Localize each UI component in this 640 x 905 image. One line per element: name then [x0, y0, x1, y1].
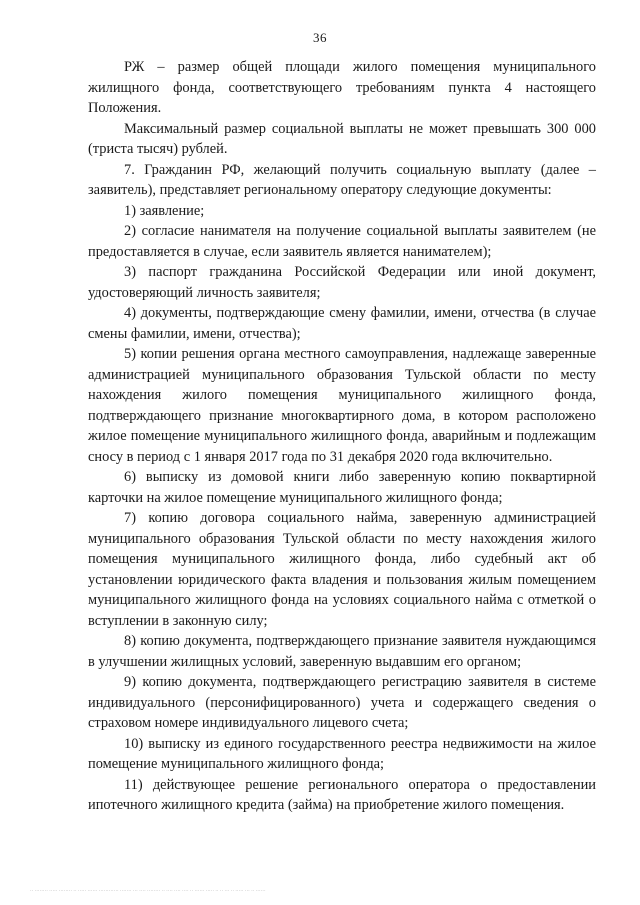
list-item-7: 7) копию договора социального найма, заверенную администрацией муниципального образования Тульской области по месту нахождения жилого помещения муниципального жилищного фонда, либо судебный акт об установлении юридического факта владения и пользования жилым помещением муниципального жилищного фонда на условиях социального найма с отметкой о вступлении в законную силу; — [88, 510, 596, 629]
footer-scan-artifact: ·· ········ ····· ········ ·· ····· ······ ············ ······· ··· ···· ········ ·· ···· ···· ···· ·· ······ ····· ·· ·· ··· ·· ····· ··· ·· ······ — [30, 889, 266, 894]
list-item-3: 3) паспорт гражданина Российской Федерации или иной документ, удостоверяющий личность заявителя; — [88, 264, 596, 301]
list-item-2: 2) согласие нанимателя на получение социальной выплаты заявителем (не предоставляется в случае, если заявитель является нанимателем); — [88, 223, 596, 260]
body-text — [88, 57, 596, 816]
list-item-10: 10) выписку из единого государственного реестра недвижимости на жилое помещение муниципального жилищного фонда; — [88, 735, 596, 772]
paragraph-max-payment: Максимальный размер социальной выплаты не может превышать 300 000 (триста тысяч) рублей. — [88, 120, 596, 157]
list-item-9: 9) копию документа, подтверждающего регистрацию заявителя в системе индивидуального (персонифицированного) учета и содержащего сведения о страховом номере индивидуального лицевого счета; — [88, 674, 596, 731]
list-item-8: 8) копию документа, подтверждающего признание заявителя нуждающимся в улучшении жилищных условий, заверенную выдавшим его органом; — [88, 633, 596, 670]
paragraph-rzh-definition: РЖ – размер общей площади жилого помещения муниципального жилищного фонда, соответствующего требованиям пункта 4 настоящего Положения. — [88, 59, 596, 116]
paragraph-item-7-intro: 7. Гражданин РФ, желающий получить социальную выплату (далее – заявитель), представляет региональному оператору следующие документы: — [88, 161, 596, 198]
list-item-6: 6) выписку из домовой книги либо заверенную копию поквартирной карточки на жилое помещение муниципального жилищного фонда; — [88, 469, 596, 506]
page-number: 36 — [313, 30, 327, 45]
list-item-1: 1) заявление; — [124, 202, 205, 219]
list-item-5: 5) копии решения органа местного самоуправления, надлежаще заверенные администрацией муниципального образования Тульской области по месту нахождения жилого помещения муниципального жилищного фонда, подтверждающего признание многоквартирного дома, в котором расположено жилое помещение муниципального жилищного фонда, аварийным и подлежащим сносу в период с 1 января 2017 года по 31 декабря 2020 года включительно. — [88, 346, 596, 465]
list-item-11: 11) действующее решение регионального оператора о предоставлении ипотечного жилищного кредита (займа) на приобретение жилого помещения. — [88, 776, 596, 813]
list-item-4: 4) документы, подтверждающие смену фамилии, имени, отчества (в случае смены фамилии, имени, отчества); — [88, 305, 596, 342]
